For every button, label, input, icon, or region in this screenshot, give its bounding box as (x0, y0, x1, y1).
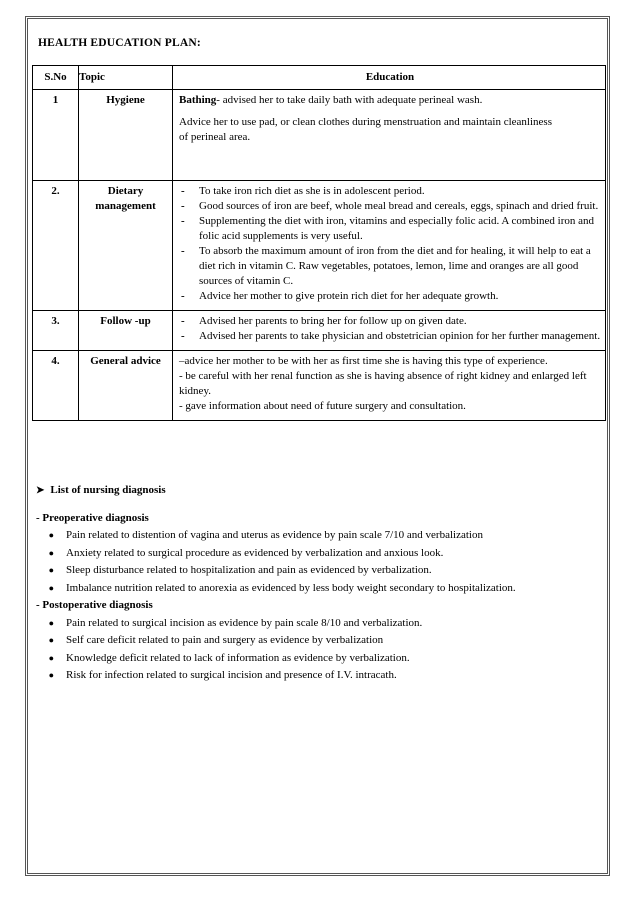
row-sno: 1 (33, 90, 79, 181)
row-education (173, 181, 606, 311)
list-item: ● Pain related to surgical incision as evidence by pain scale 8/10 and verbalization. (36, 615, 596, 633)
col-header-topic: Topic (79, 66, 173, 90)
advice-line: - gave information about need of future surgery and consultation. (179, 400, 466, 412)
row-topic: Dietary management (79, 181, 173, 311)
list-item: ● Self care deficit related to pain and surgery as evidence by verbalization (36, 632, 596, 650)
bathing-line (179, 93, 601, 108)
row-sno: 4. (33, 351, 79, 421)
table-row (33, 311, 606, 351)
list-item: - Advised her parents to bring her for follow up on given date. (181, 315, 467, 327)
bullet-dot-icon: ● (48, 652, 54, 663)
row-education (173, 351, 606, 421)
list-item: ● Sleep disturbance related to hospitalization and pain as evidenced by verbalization. (36, 562, 596, 580)
list-item: ● Imbalance nutrition related to anorexia as evidenced by less body weight secondary to hospitalization. (36, 580, 596, 598)
table-header-row (33, 66, 606, 90)
health-education-table (32, 65, 606, 421)
row-topic: General advice (79, 351, 173, 421)
list-item: - Good sources of iron are beef, whole meal bread and cereals, eggs, spinach and dried fruit. (181, 200, 599, 212)
postop-list (36, 615, 596, 685)
arrow-bullet-icon: ➤ (36, 485, 45, 496)
bullet-dot-icon: ● (48, 670, 54, 680)
table-row (33, 90, 606, 181)
bullet-dot-icon: ● (48, 635, 54, 645)
bullet-dot-icon: ● (48, 530, 54, 540)
bullet-dot-icon: ● (48, 565, 54, 575)
col-header-sno: S.No (33, 66, 79, 90)
list-item: ● Risk for infection related to surgical incision and presence of I.V. intracath. (36, 667, 596, 685)
row-topic: Follow -up (79, 311, 173, 351)
list-item: - To absorb the maximum amount of iron from the diet and for healing, it will help to eat a diet rich in vitamin C. Raw vegetables, potatoes, lemon, lime and oranges are all good sources of vitamin C. (181, 245, 591, 287)
preop-title: - Preoperative diagnosis (36, 511, 149, 524)
education-paragraph: Advice her to use pad, or clean clothes during menstruation and maintain cleanliness of perineal area. (179, 116, 552, 143)
bullet-dot-icon: ● (48, 582, 54, 593)
row-education (173, 311, 606, 351)
list-item: - Advised her parents to take physician and obstetrician opinion for her further management. (181, 330, 601, 342)
list-item: ● Anxiety related to surgical procedure as evidenced by verbalization and anxious look. (36, 545, 596, 563)
list-item: ● Pain related to distention of vagina and uterus as evidence by pain scale 7/10 and verbalization (36, 527, 596, 545)
col-header-education: Education (173, 66, 606, 90)
row-topic: Hygiene (79, 90, 173, 181)
row-education (173, 90, 606, 181)
page-heading: HEALTH EDUCATION PLAN: (38, 37, 201, 49)
bathing-text: - advised her to take daily bath with adequate perineal wash. (216, 94, 483, 106)
advice-line: - be careful with her renal function as she is having absence of right kidney and enlarged left kidney. (179, 370, 587, 397)
table-row (33, 181, 606, 311)
bullet-dot-icon: ● (48, 617, 54, 628)
list-item: - To take iron rich diet as she is in adolescent period. (181, 185, 425, 197)
nursing-diagnosis-section (36, 482, 596, 685)
row-sno: 2. (33, 181, 79, 311)
bullet-dot-icon: ● (48, 547, 54, 558)
list-item: ● Knowledge deficit related to lack of information as evidence by verbalization. (36, 650, 596, 668)
advice-line: –advice her mother to be with her as first time she is having this type of experience. (179, 355, 548, 367)
row-sno: 3. (33, 311, 79, 351)
bathing-label: Bathing (179, 94, 217, 106)
preop-list (36, 527, 596, 597)
table-row (33, 351, 606, 421)
nursing-list-title: ➤ List of nursing diagnosis (36, 482, 596, 500)
list-item: - Supplementing the diet with iron, vitamins and especially folic acid. A combined iron and folic acid supplements is very useful. (181, 215, 595, 242)
list-item: - Advice her mother to give protein rich diet for her adequate growth. (181, 290, 499, 302)
postop-title: - Postoperative diagnosis (36, 599, 153, 611)
